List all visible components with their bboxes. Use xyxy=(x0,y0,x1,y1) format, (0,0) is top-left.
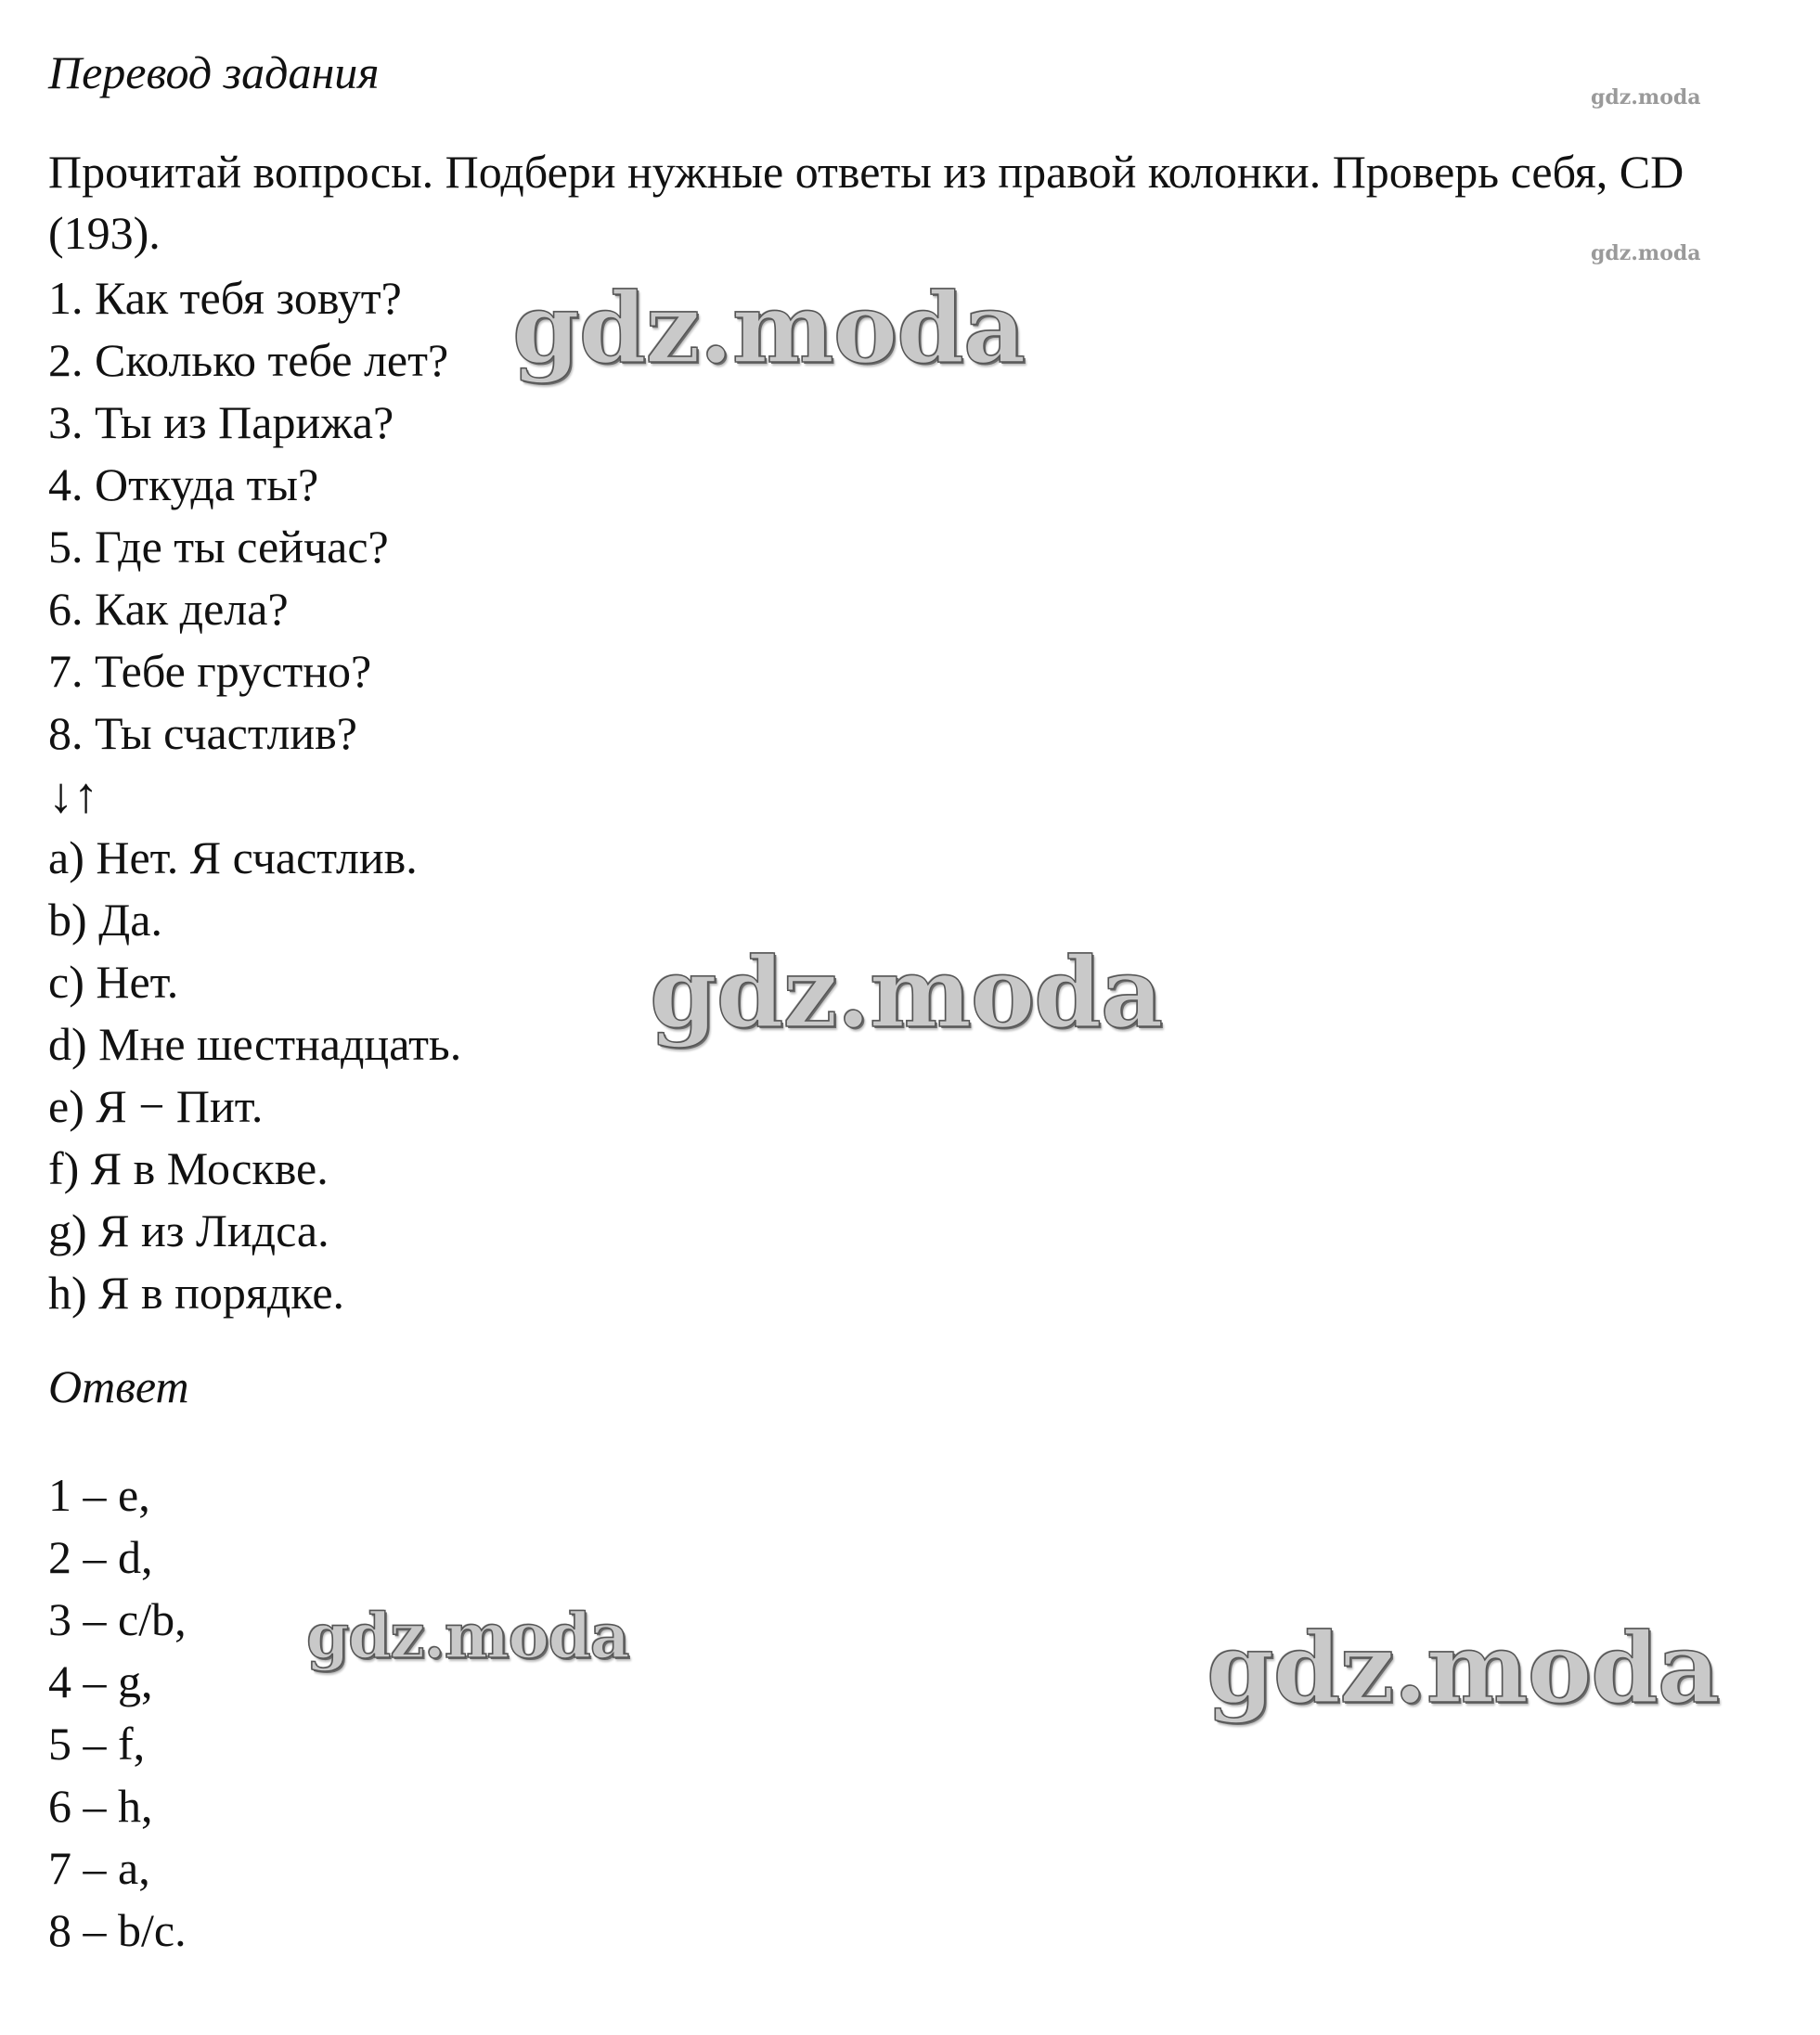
up-down-arrows-icon: ↓↑ xyxy=(48,767,98,823)
watermark: gdz.moda xyxy=(650,935,1163,1050)
answers-list xyxy=(48,1464,187,1962)
watermark: gdz.moda xyxy=(1207,1611,1720,1725)
answer-item: 7 – a, xyxy=(48,1842,150,1894)
option-item: a) Нет. Я счастлив. xyxy=(48,831,418,883)
option-item: h) Я в порядке. xyxy=(48,1267,345,1319)
watermark: gdz.moda xyxy=(512,271,1026,385)
answer-item: 3 – c/b, xyxy=(48,1593,187,1645)
question-item: 6. Как дела? xyxy=(48,583,289,635)
questions-list xyxy=(48,267,448,765)
answer-item: 2 – d, xyxy=(48,1531,153,1583)
watermark-small: gdz.moda xyxy=(1591,241,1701,265)
watermark: gdz.moda xyxy=(306,1600,629,1672)
option-item: b) Да. xyxy=(48,894,162,946)
question-item: 7. Тебе грустно? xyxy=(48,645,372,697)
answer-item: 1 – e, xyxy=(48,1469,150,1521)
answer-title: Ответ xyxy=(48,1360,189,1412)
question-item: 1. Как тебя зовут? xyxy=(48,272,402,324)
answer-item: 8 – b/c. xyxy=(48,1904,187,1956)
task-instruction: Прочитай вопросы. Подбери нужные ответы из правой колонки. Проверь себя, CD (193). xyxy=(48,146,1684,259)
answer-item: 6 – h, xyxy=(48,1780,153,1832)
option-item: c) Нет. xyxy=(48,956,179,1008)
option-item: d) Мне шестнадцать. xyxy=(48,1018,462,1070)
answer-item: 5 – f, xyxy=(48,1718,146,1770)
watermark-small: gdz.moda xyxy=(1591,85,1701,109)
option-item: e) Я − Пит. xyxy=(48,1080,264,1132)
question-item: 5. Где ты сейчас? xyxy=(48,521,389,573)
option-item: f) Я в Москве. xyxy=(48,1142,329,1194)
question-item: 8. Ты счастлив? xyxy=(48,707,357,759)
question-item: 2. Сколько тебе лет? xyxy=(48,334,449,386)
question-item: 3. Ты из Парижа? xyxy=(48,396,394,448)
answer-item: 4 – g, xyxy=(48,1655,153,1707)
question-item: 4. Откуда ты? xyxy=(48,458,319,510)
options-list xyxy=(48,827,461,1324)
task-translation-title: Перевод задания xyxy=(48,46,380,98)
option-item: g) Я из Лидса. xyxy=(48,1204,329,1256)
